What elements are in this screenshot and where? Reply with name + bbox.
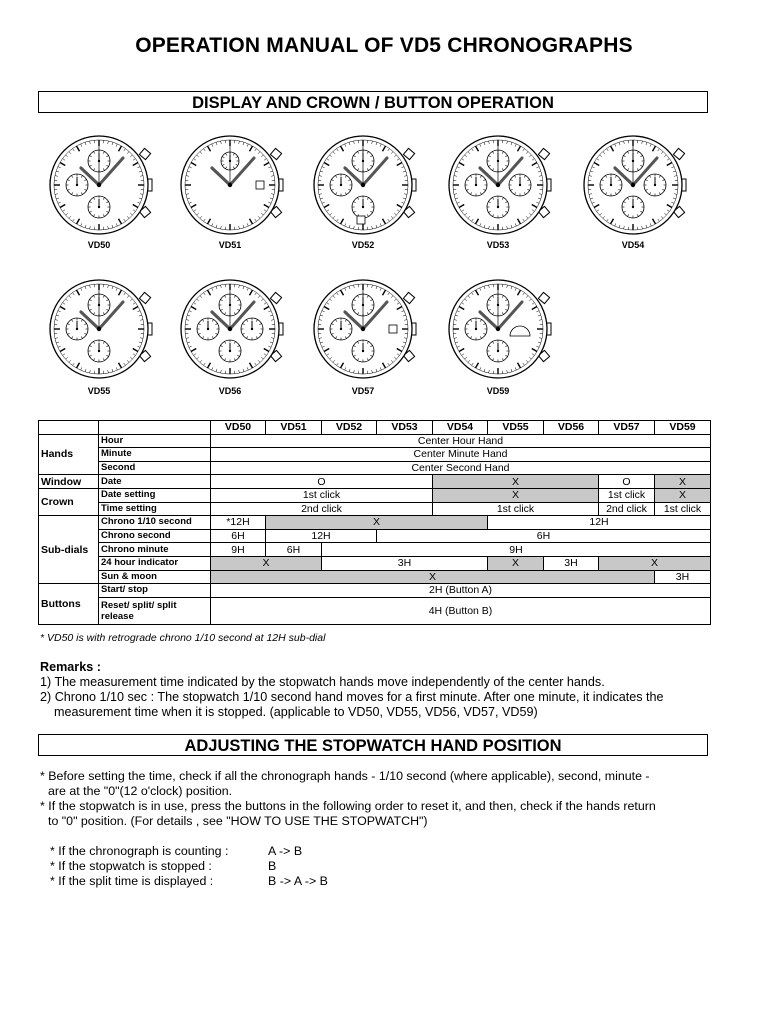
group-label-subdials: Sub-dials xyxy=(39,516,99,584)
row-label: Date setting xyxy=(99,488,211,502)
adjust-paragraph: * Before setting the time, check if all the chronograph hands - 1/10 second (where applicable), second, minute - xyxy=(40,769,650,783)
table-cell: 4H (Button B) xyxy=(211,597,711,624)
watch-diagram-vd55 xyxy=(41,272,161,392)
table-cell: X xyxy=(211,570,655,584)
table-row xyxy=(39,597,711,624)
adjust-block xyxy=(40,769,730,889)
sequence-condition: * If the split time is displayed : xyxy=(50,874,214,888)
table-cell: O xyxy=(211,475,433,489)
sequence-row xyxy=(40,874,730,889)
table-row xyxy=(39,584,711,598)
table-cell: Center Second Hand xyxy=(211,461,711,475)
watch-label: VD57 xyxy=(351,386,375,396)
sequence-condition: * If the chronograph is counting : xyxy=(50,844,229,858)
row-label: Second xyxy=(99,461,211,475)
adjust-paragraph-cont: are at the "0"(12 o'clock) position. xyxy=(48,784,233,798)
table-row xyxy=(39,529,711,543)
sequence-condition: * If the stopwatch is stopped : xyxy=(50,859,212,873)
col-header: VD59 xyxy=(655,421,711,435)
row-label: Chrono minute xyxy=(99,543,211,557)
watch-diagram-vd53 xyxy=(440,128,560,248)
remark-item: 1) The measurement time indicated by the stopwatch hands move independently of the center hands. xyxy=(40,675,605,689)
remarks-block xyxy=(40,660,730,720)
table-header-row xyxy=(39,421,711,435)
sequence-value: B -> A -> B xyxy=(268,874,328,888)
table-row xyxy=(39,448,711,462)
table-cell: X xyxy=(655,475,711,489)
table-row xyxy=(39,488,711,502)
watch-label: VD53 xyxy=(486,240,510,250)
table-cell: 1st click xyxy=(599,488,655,502)
table-footnote: * VD50 is with retrograde chrono 1/10 second at 12H sub-dial xyxy=(40,632,326,644)
section-heading-adjust: ADJUSTING THE STOPWATCH HAND POSITION xyxy=(38,734,708,756)
row-label: Reset/ split/ split release xyxy=(99,597,211,624)
row-label: Date xyxy=(99,475,211,489)
table-cell: 9H xyxy=(211,543,266,557)
watch-label: VD50 xyxy=(87,240,111,250)
table-row xyxy=(39,543,711,557)
table-row xyxy=(39,502,711,516)
watch-diagram-vd52 xyxy=(305,128,425,248)
table-cell: X xyxy=(488,556,544,570)
watch-diagram-vd54 xyxy=(575,128,695,248)
table-cell: Center Hour Hand xyxy=(211,434,711,448)
table-cell: 3H xyxy=(322,556,488,570)
section-heading-display: DISPLAY AND CROWN / BUTTON OPERATION xyxy=(38,91,708,113)
remark-item-continued: measurement time when it is stopped. (applicable to VD50, VD55, VD56, VD57, VD59) xyxy=(54,705,538,719)
watch-diagram-vd59 xyxy=(440,272,560,392)
watch-diagram-vd56 xyxy=(172,272,292,392)
table-cell: X xyxy=(433,488,599,502)
col-header: VD55 xyxy=(488,421,544,435)
table-cell: 1st click xyxy=(655,502,711,516)
page-title: OPERATION MANUAL OF VD5 CHRONOGRAPHS xyxy=(135,34,633,57)
table-cell: 12H xyxy=(266,529,377,543)
table-cell: 2nd click xyxy=(211,502,433,516)
col-header: VD57 xyxy=(599,421,655,435)
table-row xyxy=(39,434,711,448)
table-cell: X xyxy=(599,556,711,570)
row-label: Chrono 1/10 second xyxy=(99,516,211,530)
watch-diagram-vd51 xyxy=(172,128,292,248)
sequence-value: A -> B xyxy=(268,844,303,858)
col-header: VD50 xyxy=(211,421,266,435)
row-label: Start/ stop xyxy=(99,584,211,598)
sequence-row xyxy=(40,859,730,874)
table-row xyxy=(39,475,711,489)
group-label-hands: Hands xyxy=(39,434,99,475)
table-cell: 2nd click xyxy=(599,502,655,516)
row-label: Sun & moon xyxy=(99,570,211,584)
sequence-value: B xyxy=(268,859,277,873)
table-cell: 6H xyxy=(377,529,711,543)
col-header: VD51 xyxy=(266,421,322,435)
col-header: VD56 xyxy=(544,421,599,435)
sequence-row xyxy=(40,844,730,859)
table-cell: 6H xyxy=(211,529,266,543)
row-label: Minute xyxy=(99,448,211,462)
col-header: VD52 xyxy=(322,421,377,435)
spec-table xyxy=(38,420,711,625)
table-cell: X xyxy=(211,556,322,570)
adjust-paragraph-cont: to "0" position. (For details , see "HOW TO USE THE STOPWATCH") xyxy=(48,814,428,828)
table-cell: 1st click xyxy=(211,488,433,502)
row-label: Time setting xyxy=(99,502,211,516)
table-row xyxy=(39,516,711,530)
table-cell: X xyxy=(433,475,599,489)
table-cell: 3H xyxy=(655,570,711,584)
watch-label: VD52 xyxy=(351,240,375,250)
remarks-heading: Remarks : xyxy=(40,660,101,674)
table-cell: 3H xyxy=(544,556,599,570)
adjust-paragraph: * If the stopwatch is in use, press the buttons in the following order to reset it, and then, check if the hands return xyxy=(40,799,656,813)
table-cell: 9H xyxy=(322,543,711,557)
group-label-crown: Crown xyxy=(39,488,99,515)
table-row xyxy=(39,461,711,475)
table-row xyxy=(39,556,711,570)
watch-diagram-vd50 xyxy=(41,128,161,248)
table-cell: 12H xyxy=(488,516,711,530)
col-header: VD53 xyxy=(377,421,433,435)
watch-diagram-vd57 xyxy=(305,272,425,392)
remark-item: 2) Chrono 1/10 sec : The stopwatch 1/10 second hand moves for a first minute. After one minute, it indicates the xyxy=(40,690,664,704)
row-label: 24 hour indicator xyxy=(99,556,211,570)
watch-label: VD51 xyxy=(218,240,242,250)
table-row xyxy=(39,570,711,584)
col-header: VD54 xyxy=(433,421,488,435)
table-cell: X xyxy=(266,516,488,530)
group-label-buttons: Buttons xyxy=(39,584,99,625)
row-label: Chrono second xyxy=(99,529,211,543)
table-cell: *12H xyxy=(211,516,266,530)
group-label-window: Window xyxy=(39,475,99,489)
row-label: Hour xyxy=(99,434,211,448)
watch-label: VD54 xyxy=(621,240,645,250)
table-cell: 2H (Button A) xyxy=(211,584,711,598)
watch-label: VD56 xyxy=(218,386,242,396)
table-cell: X xyxy=(655,488,711,502)
table-cell: 6H xyxy=(266,543,322,557)
table-cell: Center Minute Hand xyxy=(211,448,711,462)
watch-label: VD55 xyxy=(87,386,111,396)
table-cell: 1st click xyxy=(433,502,599,516)
table-cell: O xyxy=(599,475,655,489)
watch-label: VD59 xyxy=(486,386,510,396)
